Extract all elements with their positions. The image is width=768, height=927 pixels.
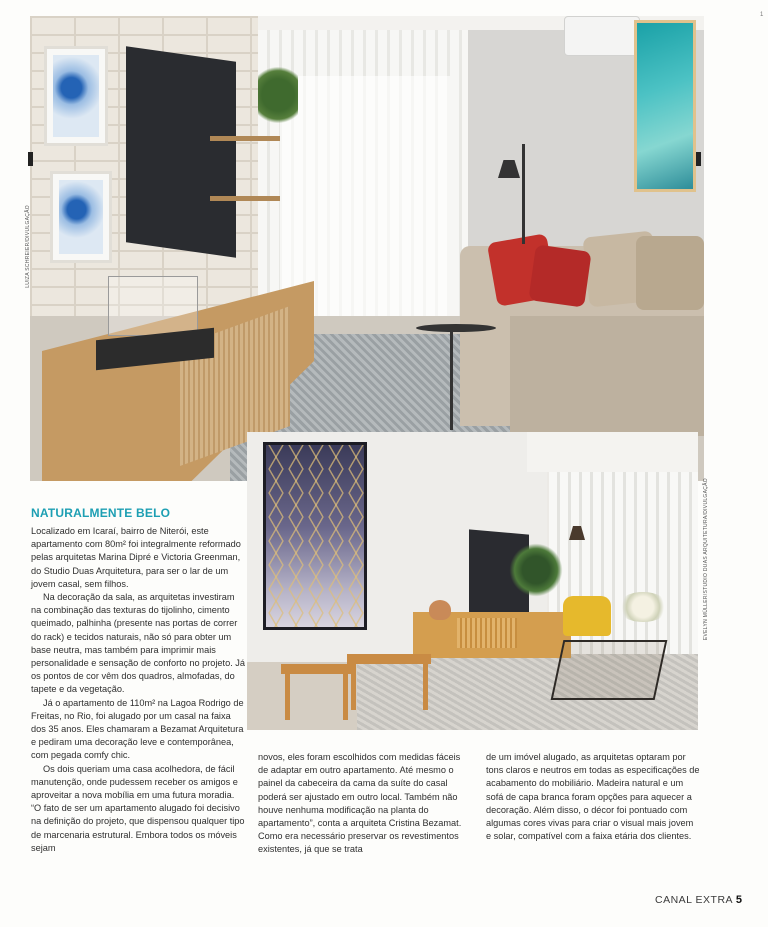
stool-leg [351, 664, 356, 710]
air-conditioner [564, 16, 640, 56]
stool-leg [285, 674, 290, 720]
magazine-name: CANAL EXTRA [655, 894, 733, 906]
paragraph: Localizado em Icaraí, bairro de Niterói, este apartamento com 80m² foi integralmente reformado pelas arquitetas Marina Dipré e Victoria Greenman, do Studio Duas Arquitetura, para ser o lar de um jovem casal, sem filhos. [31, 526, 241, 589]
vase [429, 600, 451, 620]
article-headline: NATURALMENTE BELO [31, 506, 171, 520]
geometric-painting [263, 442, 367, 630]
coffee-table [551, 640, 668, 700]
yellow-armchair [563, 596, 611, 636]
red-pillow [528, 244, 591, 307]
edge-tick [696, 152, 701, 166]
stool [347, 654, 431, 664]
stool-leg [423, 664, 428, 710]
wall-frame-top [44, 46, 108, 146]
potted-plant [509, 542, 563, 598]
photo-credit: LUIZA SCHREIER/DIVULGAÇÃO [25, 205, 31, 288]
paragraph: Na decoração da sala, as arquitetas investiram na combinação das texturas do tijolinho, cimento queimado, palhinha (presente nas portas de correr do rack) e tecidos naturais, não só para obter um base neutra, mas também para imprimir mais personalidade e sensação de conforto no projeto. Já os pontos de cor vêm dos quadros, almofadas, do tapete e da vegetação. [31, 592, 246, 695]
photo-credit: EVELYN MÜLLER/STUDIO DUAS ARQUITETURA/DIVULGAÇÃO [703, 478, 709, 641]
paragraph: de um imóvel alugado, as arquitetas optaram por tons claros e neutros em todas as especificações de acabamento do mobiliário. Madeira natural e um sofá de capa branca foram opções para aquecer a decoração. Além disso, o décor foi pontuado com algumas cores vivas para criar o visual mais jovem e solar, compatível com a faixa etária dos clientes. [486, 752, 700, 842]
page-mark: 1 [760, 12, 764, 18]
paragraph: Os dois queriam uma casa acolhedora, de fácil manutenção, onde pudessem receber os amigos e aproveitar a nova mobília em uma futura moradia. “O fato de ser um apartamento alugado foi decisivo na definição do projeto, que dispensou qualquer tipo de marcenaria estrutural. Embora todos os móveis sejam [31, 763, 245, 853]
page-number: 5 [735, 894, 743, 906]
television [126, 46, 236, 257]
stool [281, 664, 351, 674]
ceiling [527, 432, 698, 472]
paragraph: novos, eles foram escolhidos com medidas fáceis de adaptar em outro apartamento. Até mesmo o painel da cabeceira da cama da suíte do casal poderá ser ajustado em outro local. Também não houve nenhuma modificação na planta do apartamento”, conta a arquiteta Cristina Bezamat. Como era necessário preservar os revestimentos existentes, já que se trata [258, 752, 462, 855]
wall-frame-bottom [50, 171, 112, 263]
side-table [416, 324, 496, 332]
page-footer [655, 894, 743, 906]
wall-shelf [210, 136, 280, 141]
abstract-painting [634, 20, 696, 192]
text-column-3 [486, 751, 700, 843]
text-column-1 [31, 525, 245, 855]
edge-tick [28, 152, 33, 166]
flowers [617, 592, 669, 622]
sofa-seat [510, 316, 704, 436]
side-table-leg [450, 330, 453, 430]
rack-slats [457, 618, 517, 648]
text-column-2 [258, 751, 472, 857]
wall-shelf [210, 196, 280, 201]
tv-room-photo [247, 432, 698, 730]
paragraph: Já o apartamento de 110m² na Lagoa Rodrigo de Freitas, no Rio, foi alugado por um casal na faixa dos 35 anos. Eles chamaram a Bezamat Arquitetura e pediram uma decoração leve e contemporânea, com pegada comfy chic. [31, 697, 244, 761]
hanging-plant [258, 60, 298, 130]
beige-pillow [636, 236, 704, 310]
stool-leg [343, 674, 348, 720]
glass-lamp [108, 276, 198, 336]
living-room-photo [30, 16, 704, 481]
floor-lamp [522, 144, 525, 244]
